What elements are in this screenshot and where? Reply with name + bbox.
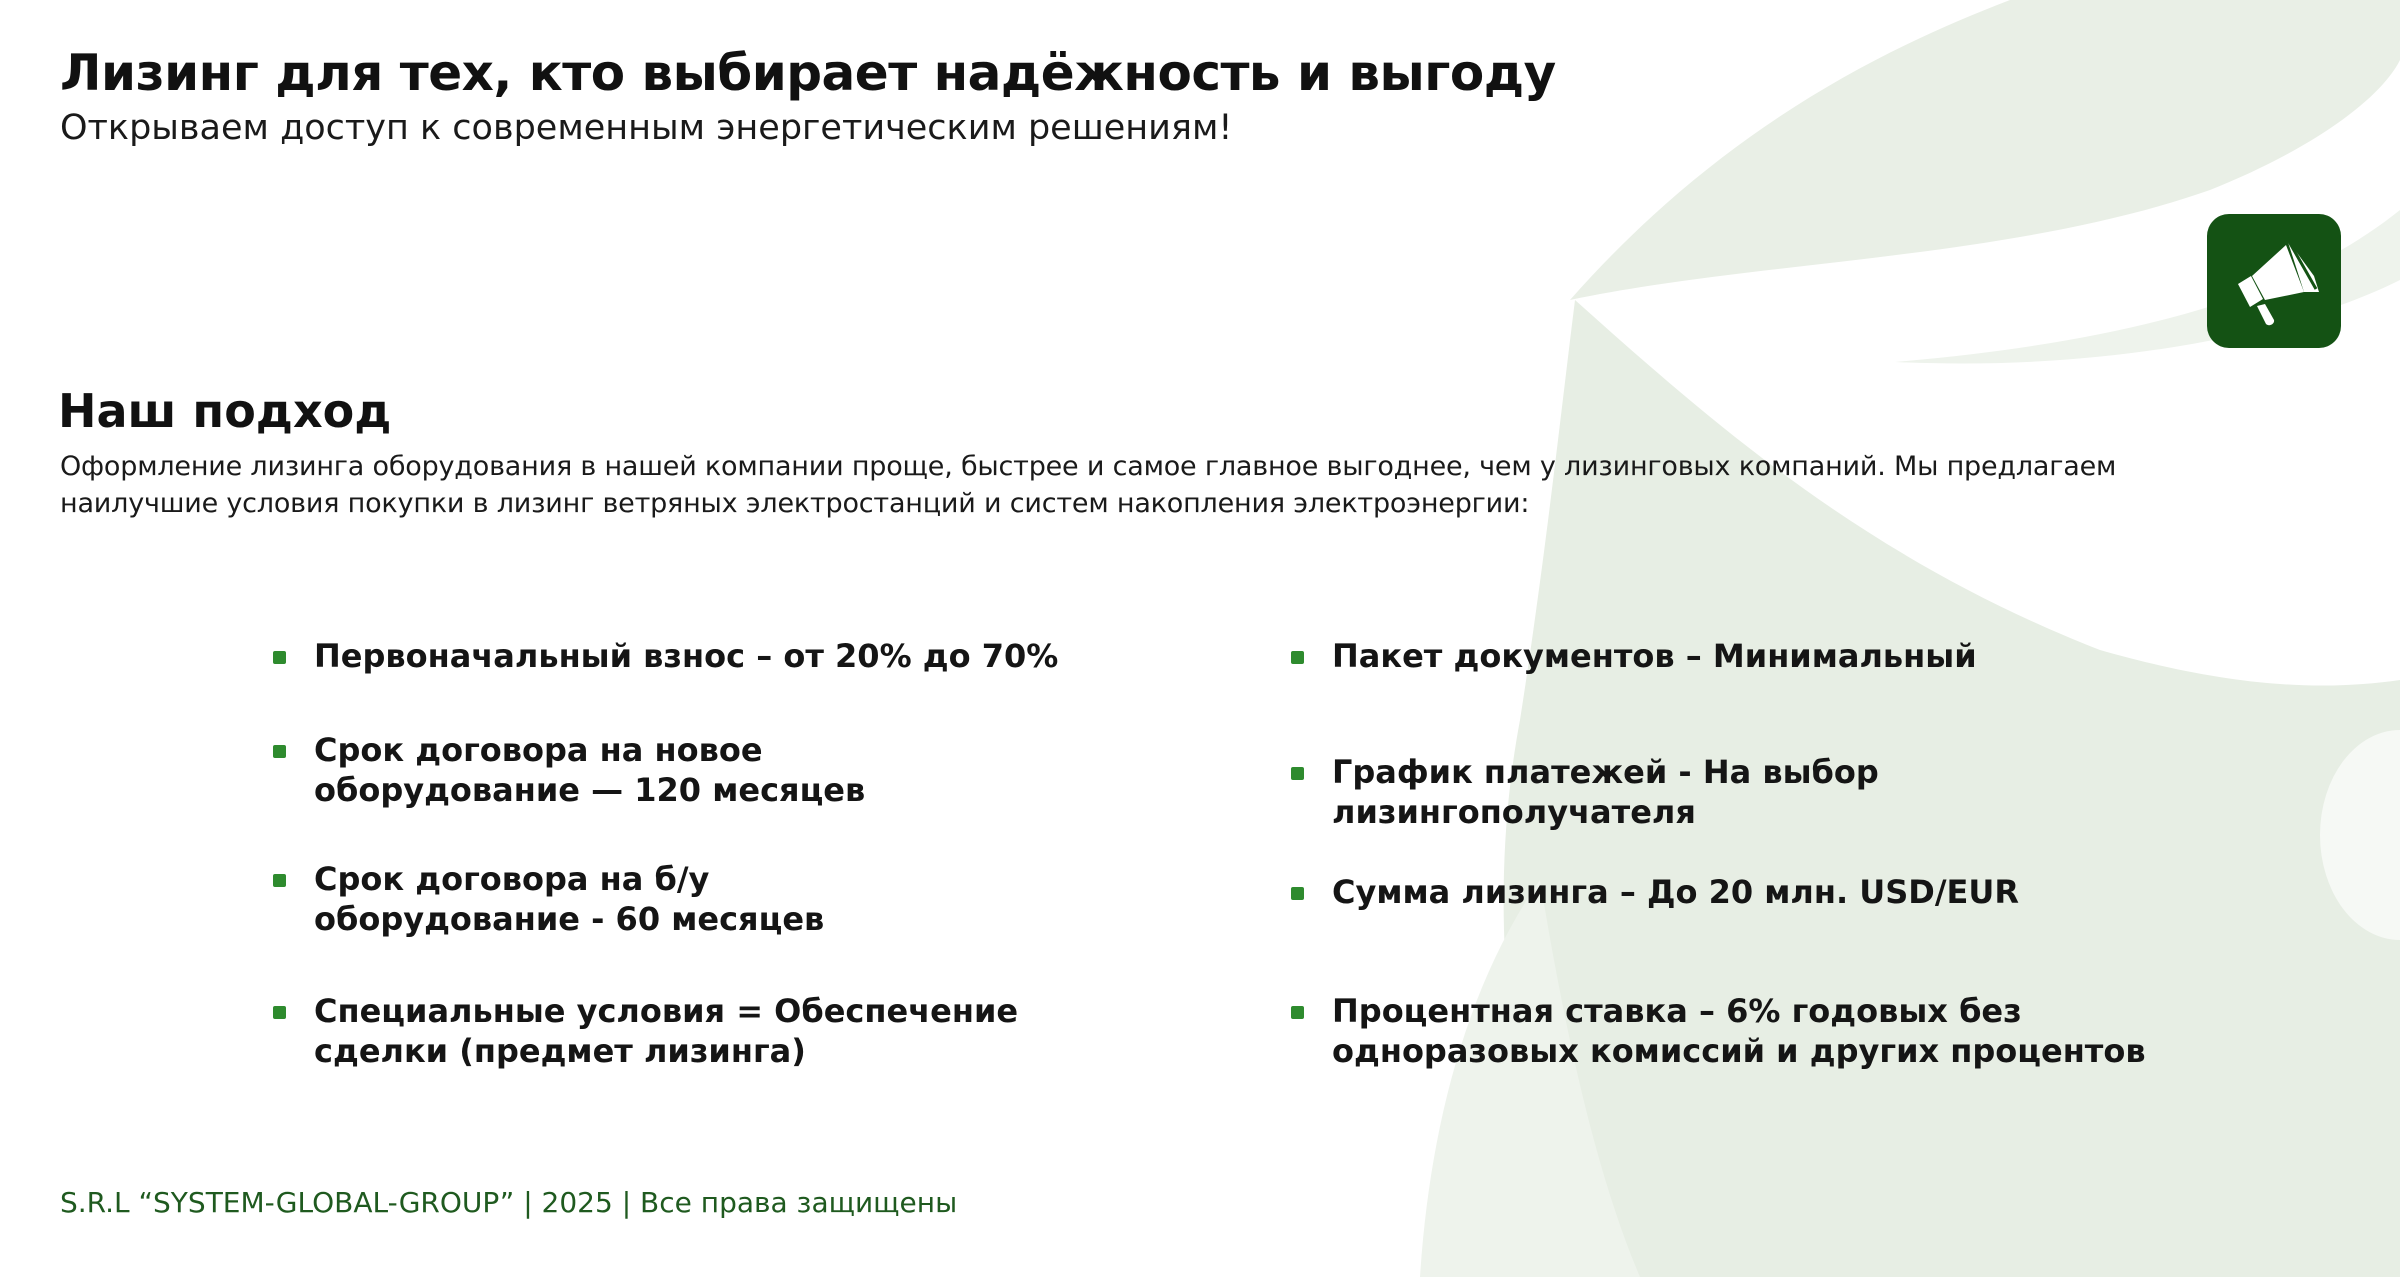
term-line-2: оборудование — 120 месяцев <box>314 771 866 809</box>
term-line-2: одноразовых комиссий и других процентов <box>1332 1032 2146 1070</box>
intro-paragraph <box>60 448 2360 522</box>
bullet-icon <box>1291 651 1304 664</box>
bullet-icon <box>1291 767 1304 780</box>
megaphone-tile <box>2207 214 2341 348</box>
term-line-2: оборудование - 60 месяцев <box>314 900 825 938</box>
intro-line-2: наилучшие условия покупки в лизинг ветряных электростанций и систем накопления электроэнергии: <box>60 488 1530 519</box>
term-item <box>314 730 865 810</box>
bullet-icon <box>273 651 286 664</box>
term-line-1: Первоначальный взнос – от 20% до 70% <box>314 637 1059 675</box>
term-line-1: Срок договора на новое <box>314 731 763 769</box>
term-item <box>314 991 1018 1071</box>
term-item <box>314 636 1058 676</box>
term-item <box>1332 636 1977 676</box>
term-line-1: Процентная ставка – 6% годовых без <box>1332 992 2022 1030</box>
term-line-1: Специальные условия = Обеспечение <box>314 992 1019 1030</box>
bullet-icon <box>273 745 286 758</box>
section-heading: Наш подход <box>58 384 392 438</box>
bullet-icon <box>273 1006 286 1019</box>
intro-line-1: Оформление лизинга оборудования в нашей компании проще, быстрее и самое главное выгоднее, чем у лизинговых компаний. Мы предлагаем <box>60 451 2117 482</box>
page-title: Лизинг для тех, кто выбирает надёжность и выгоду <box>60 44 1556 102</box>
term-line-1: График платежей - На выбор <box>1332 753 1879 791</box>
term-line-1: Пакет документов – Минимальный <box>1332 637 1977 675</box>
term-line-1: Сумма лизинга – До 20 млн. USD/EUR <box>1332 873 2020 911</box>
term-item <box>1332 752 1879 832</box>
bullet-icon <box>1291 887 1304 900</box>
term-line-1: Срок договора на б/у <box>314 860 710 898</box>
page-subtitle: Открываем доступ к современным энергетическим решениям! <box>60 108 1233 148</box>
bullet-icon <box>1291 1006 1304 1019</box>
term-line-2: сделки (предмет лизинга) <box>314 1032 806 1070</box>
megaphone-icon <box>2207 214 2341 348</box>
bullet-icon <box>273 874 286 887</box>
term-item <box>1332 991 2146 1071</box>
term-item <box>1332 872 2019 912</box>
term-item <box>314 859 824 939</box>
term-line-2: лизингополучателя <box>1332 793 1696 831</box>
footer-copyright: S.R.L “SYSTEM-GLOBAL-GROUP” | 2025 | Все права защищены <box>60 1186 958 1219</box>
